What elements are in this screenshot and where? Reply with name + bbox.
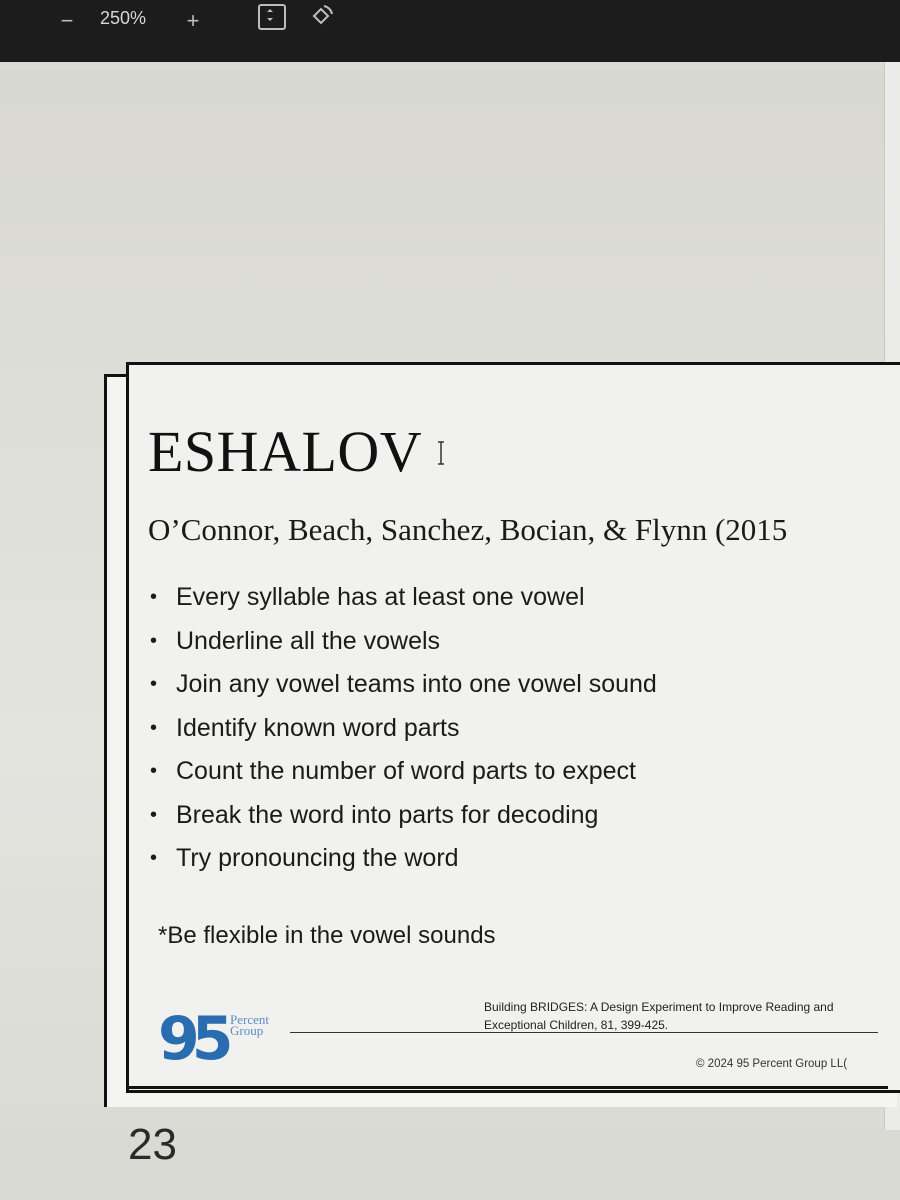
slide-note: *Be flexible in the vowel sounds [158,922,496,949]
text-cursor-icon [436,440,446,466]
bullet-icon: • [150,803,158,826]
copyright-text: © 2024 95 Percent Group LL( [696,1058,848,1070]
bullet-icon: • [150,716,158,739]
list-item: • Join any vowel teams into one vowel sound [150,667,657,711]
list-item: • Underline all the vowels [150,624,657,668]
list-item: • Break the word into parts for decoding [150,798,657,842]
bullet-icon: • [150,673,158,695]
list-item: • Try pronouncing the word [150,841,657,885]
footer-divider [290,1032,878,1033]
logo-text: Percent Group [230,1012,269,1038]
viewer-toolbar [0,0,900,62]
bullet-icon: • [150,760,158,782]
list-item: • Every syllable has at least one vowel [150,580,657,624]
company-logo [158,1004,288,1074]
logo-number: 95 [158,1004,226,1074]
fit-page-icon[interactable] [258,4,286,30]
list-item: • Count the number of word parts to expect [150,754,657,798]
reference-line-1: Building BRIDGES: A Design Experiment to Improve Reading and [484,1000,834,1014]
slide-title: ESHALOV [148,419,423,484]
slide-bottom-border [126,1086,888,1089]
zoom-in-button[interactable]: + [186,8,200,33]
page-number: 23 [128,1120,177,1169]
slide-authors: O’Connor, Beach, Sanchez, Bocian, & Flynn (2015 [148,512,788,547]
bullet-icon: • [150,629,158,652]
rotate-icon[interactable] [306,2,336,30]
zoom-level[interactable]: 250% [100,8,147,28]
bullet-icon: • [150,586,158,608]
bullet-icon: • [150,847,158,869]
list-item: • Identify known word parts [150,711,657,755]
bullet-list [150,580,657,885]
zoom-out-button[interactable]: − [60,8,74,33]
reference-line-2: Exceptional Children, 81, 399-425. [484,1018,669,1032]
